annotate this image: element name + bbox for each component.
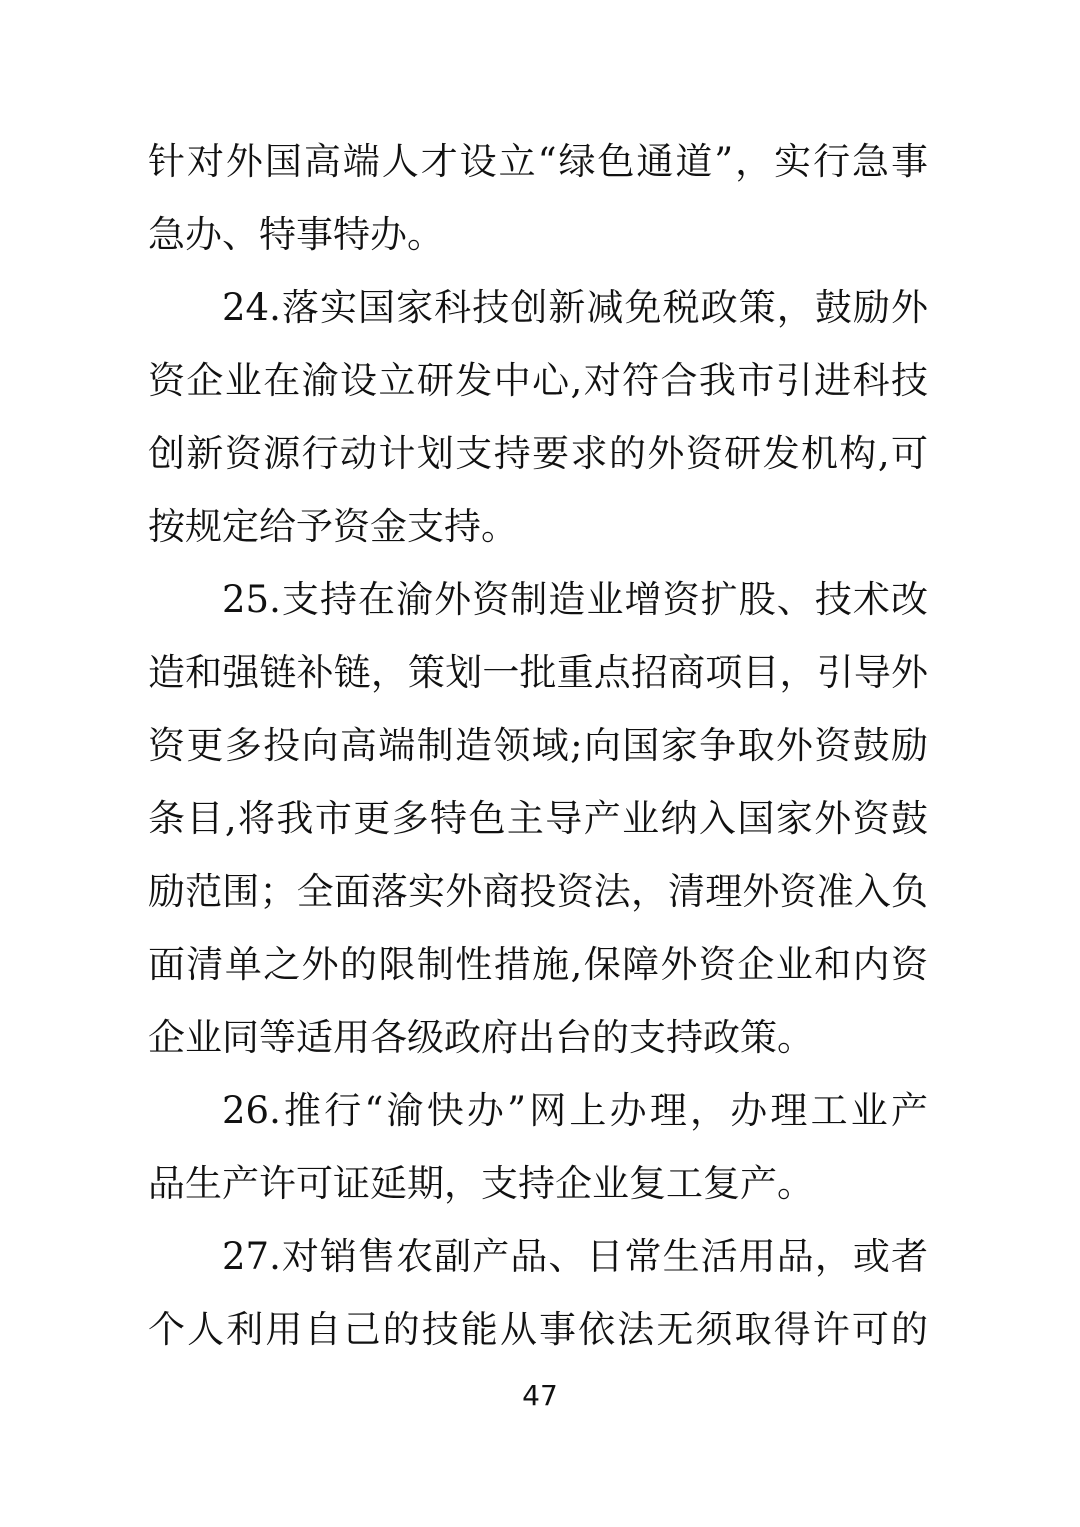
text-line: 面清单之外的限制性措施,保障外资企业和内资	[148, 943, 928, 986]
text-line: 企业同等适用各级政府出台的支持政策。	[148, 1016, 814, 1059]
text-line: 资更多投向高端制造领域;向国家争取外资鼓励	[148, 724, 928, 767]
text-line: 按规定给予资金支持。	[148, 505, 518, 548]
text-line: 造和强链补链，策划一批重点招商项目，引导外	[148, 651, 928, 694]
text-line: 创新资源行动计划支持要求的外资研发机构,可	[148, 432, 928, 475]
text-line: 个人利用自己的技能从事依法无须取得许可的	[148, 1308, 928, 1351]
text-line: 针对外国高端人才设立“绿色通道”，实行急事	[148, 140, 928, 183]
text-line: 励范围；全面落实外商投资法，清理外资准入负	[148, 870, 928, 913]
text-line: 条目,将我市更多特色主导产业纳入国家外资鼓	[148, 797, 928, 840]
text-line: 24.落实国家科技创新减免税政策，鼓励外	[222, 286, 928, 329]
text-line: 急办、特事特办。	[148, 213, 444, 256]
text-line: 品生产许可证延期，支持企业复工复产。	[148, 1162, 814, 1205]
text-line: 26.推行“渝快办”网上办理，办理工业产	[222, 1089, 928, 1132]
text-line: 资企业在渝设立研发中心,对符合我市引进科技	[148, 359, 928, 402]
text-line: 27.对销售农副产品、日常生活用品，或者	[222, 1235, 928, 1278]
page-number: 47	[522, 1379, 558, 1412]
text-line: 25.支持在渝外资制造业增资扩股、技术改	[222, 578, 928, 621]
